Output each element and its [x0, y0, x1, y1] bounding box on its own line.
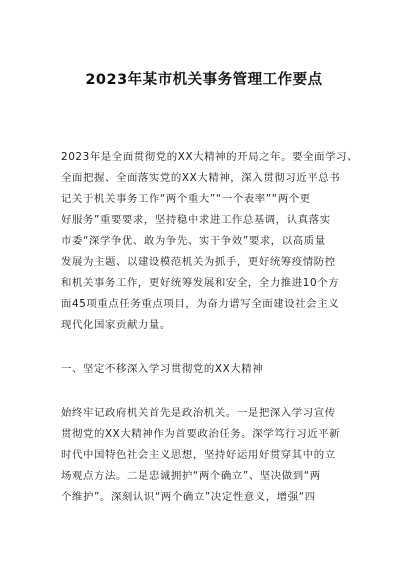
intro-line: 发展为主题、以建设模范机关为抓手，更好统筹疫情防控 [61, 256, 336, 268]
intro-line: 全面把握、全面落实党的XX大精神，深入贯彻习近平总书 [61, 172, 341, 184]
section-line: 时代中国特色社会主义思想，坚持好运用好贯穿其中的立 [61, 449, 336, 461]
intro-line: 好服务”重要要求，坚持稳中求进工作总基调，认真落实 [61, 214, 331, 226]
section-heading: 一、坚定不移深入学习贯彻党的XX大精神 [61, 363, 264, 375]
section-line: 始终牢记政府机关首先是政治机关。一是把深入学习宣传 [61, 407, 336, 419]
intro-line: 市委“深学争优、敢为争先、实干争效”要求，以高质量 [61, 235, 326, 247]
intro-line: 2023年是全面贯彻党的XX大精神的开局之年。要全面学习、 [61, 151, 359, 163]
intro-line: 面45项重点任务重点项目，为奋力谱写全面建设社会主义 [61, 298, 340, 310]
section-line: 贯彻党的XX大精神作为首要政治任务。深学笃行习近平新 [61, 428, 341, 440]
intro-line: 记关于机关事务工作“两个重大”“一个表率”“两个更 [61, 193, 311, 205]
intro-line: 和机关事务工作，更好统筹发展和安全，全力推进10个方 [61, 277, 340, 289]
section-line: 个维护”。深刻认识“两个确立”决定性意义，增强“四 [61, 491, 316, 503]
intro-line: 现代化国家贡献力量。 [61, 319, 171, 331]
document-title: 2023年某市机关事务管理工作要点 [85, 72, 323, 88]
section-line: 场观点方法。二是忠诚拥护“两个确立”、坚决做到“两 [61, 470, 321, 482]
